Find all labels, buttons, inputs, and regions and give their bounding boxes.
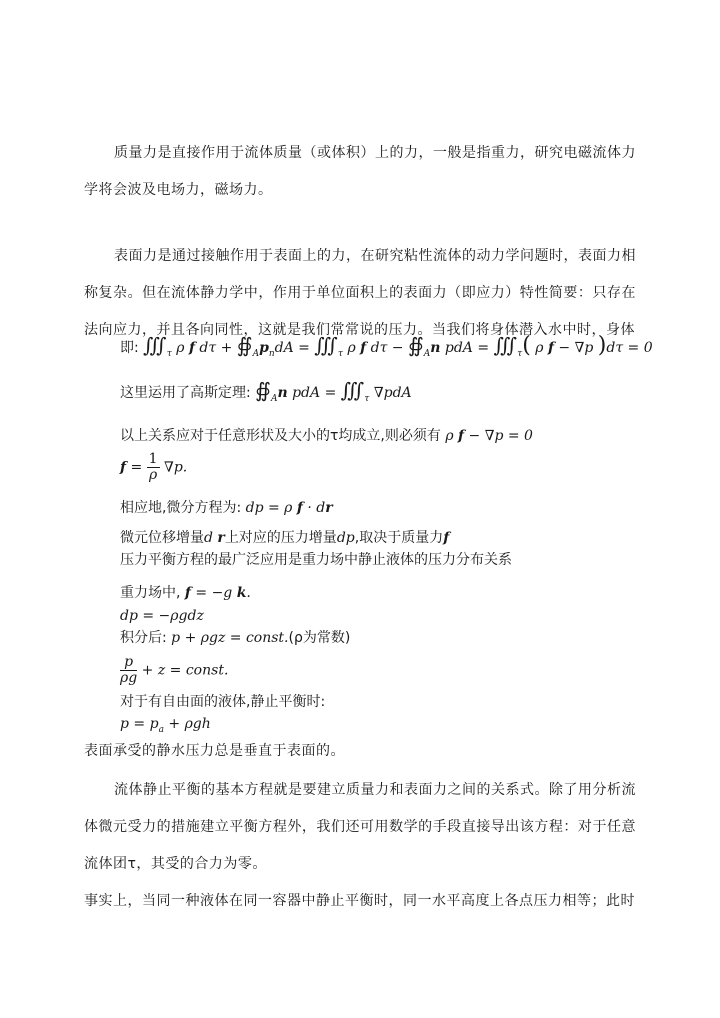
paragraph-surface-pressure: 表面承受的静水压力总是垂直于表面的。	[84, 743, 345, 759]
text-application: 压力平衡方程的最广泛应用是重力场中静止液体的压力分布关系	[120, 552, 512, 568]
equation-gravity: 重力场中, f = −g k.	[120, 585, 251, 601]
equation-hydrostatic: $p = p_a + \rho gh$	[120, 716, 211, 735]
text-free-surface: 对于有自由面的液体,静止平衡时:	[120, 694, 326, 710]
paragraph-mass-force: 质量力是直接作用于流体质量（或体积）上的力，一般是指重力，研究电磁流体力学将会波及电场力，磁场力。	[84, 145, 636, 198]
paragraph-same-level: 事实上，当同一种液体在同一容器中静止平衡时，同一水平高度上各点压力相等；此时	[84, 893, 635, 909]
equation-gauss-theorem: 这里运用了高斯定理: $∯_An$ pdA = $∭_\tau$ ∇pdA	[120, 378, 412, 404]
equation-differential: 相应地,微分方程为: dp = ρ f · dr	[120, 500, 333, 516]
paragraph-equilibrium: 流体静止平衡的基本方程就是要建立质量力和表面力之间的关系式。除了用分析流体微元受力的措施建立平衡方程外，我们还可用数学的手段直接导出该方程：对于任意流体团τ，其受的合力为零。	[84, 782, 636, 872]
equation-f-gradient: f = $\frac{1}{\rho}$ ∇p.	[120, 451, 188, 483]
equation-head: $\frac{p}{\rho g}$ + z = const.	[120, 654, 229, 686]
equation-integral-balance: 即: $∭_\tau$ ρ f $d\tau + ∯_Ap_ndA$ = $∭_\tau$ ρ f $d\tau - ∯_An$ pdA = $∭_\tau$( ρ f − ∇p )dτ = 0	[120, 333, 653, 359]
equation-integrated: 积分后: p + ρgz = const.(ρ为常数)	[120, 630, 351, 646]
text-displacement: 微元位移增量d r上对应的压力增量dp,取决于质量力f	[120, 530, 450, 546]
equation-condition: 以上关系应对于任意形状及大小的τ均成立,则必须有 ρ f − ∇p = 0	[120, 428, 533, 444]
paragraph-surface-force: 表面力是通过接触作用于表面上的力，在研究粘性流体的动力学问题时，表面力相称复杂。但在流体静力学中，作用于单位面积上的表面力（即应力）特性简要：只存在法向应力，并且各向同性，这就是我们常常说的压力。当我们将身体潜入水中时，身体	[84, 248, 636, 338]
equation-dp: dp = −ρgdz	[120, 608, 204, 624]
